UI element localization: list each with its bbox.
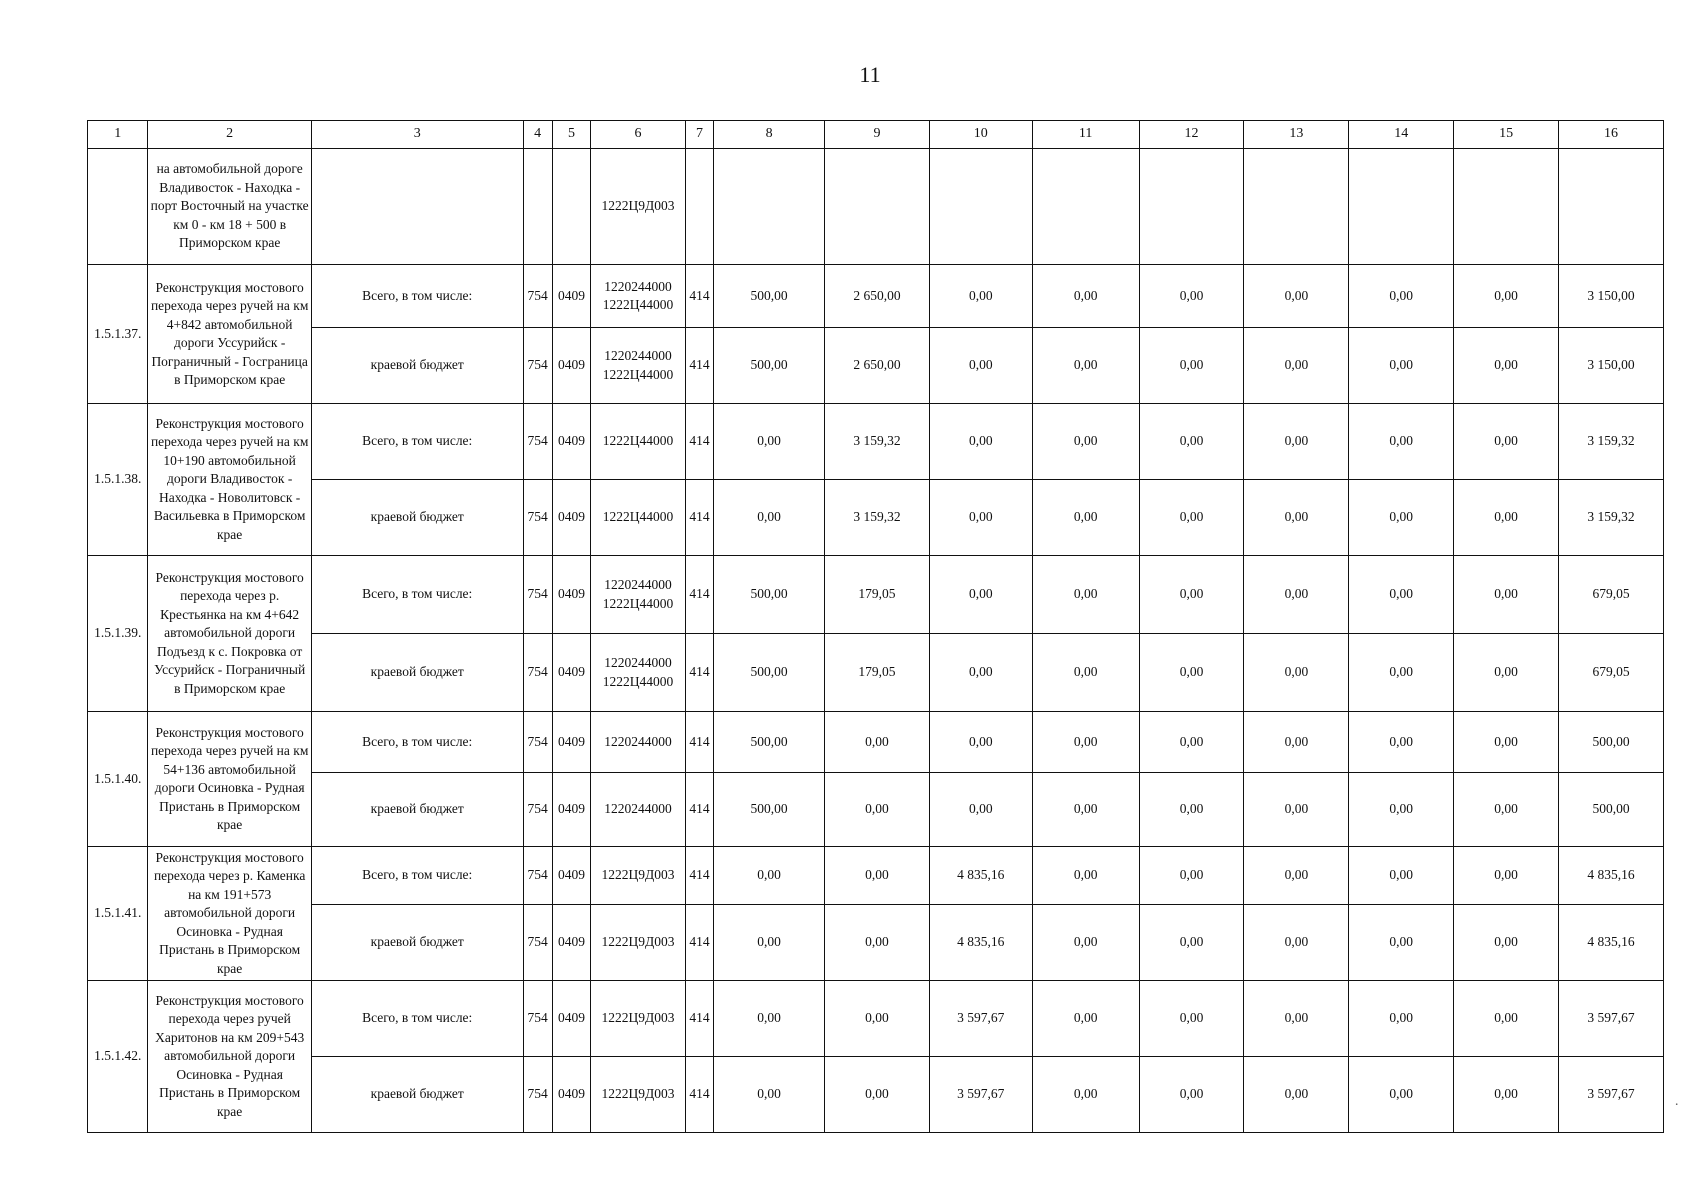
- column-header-14: 14: [1349, 121, 1454, 149]
- budget-code-line: 1222Ц44000: [602, 673, 674, 689]
- amount-cell: 0,00: [1032, 1057, 1139, 1133]
- amount-cell: 0,00: [1139, 556, 1244, 634]
- amount-cell: 0,00: [1454, 905, 1559, 981]
- amount-cell: 0,00: [825, 1057, 930, 1133]
- column-header-10: 10: [929, 121, 1032, 149]
- section-code: 0409: [552, 773, 590, 847]
- amount-cell: 0,00: [825, 981, 930, 1057]
- section-code: 0409: [552, 712, 590, 773]
- expense-type-code: 414: [685, 404, 713, 480]
- amount-cell: 0,00: [1349, 328, 1454, 404]
- row-description: Реконструкция мостового перехода через ручей Харитонов на км 209+543 автомобильной дороги Осиновка - Рудная Пристань в Приморском крае: [148, 981, 311, 1133]
- amount-cell: 0,00: [714, 480, 825, 556]
- amount-cell: 0,00: [1349, 712, 1454, 773]
- amount-cell: 0,00: [1349, 905, 1454, 981]
- amount-cell: 500,00: [714, 712, 825, 773]
- amount-cell: 4 835,16: [1559, 847, 1664, 905]
- amount-cell: 500,00: [714, 556, 825, 634]
- amount-cell: 0,00: [825, 773, 930, 847]
- budget-table: [87, 120, 1664, 1133]
- amount-cell: 0,00: [1454, 556, 1559, 634]
- column-header-6: 6: [591, 121, 686, 149]
- expense-type-code: 414: [685, 712, 713, 773]
- section-code: 0409: [552, 1057, 590, 1133]
- amount-cell: 500,00: [714, 773, 825, 847]
- budget-code-line: 1222Ц9Д003: [601, 1086, 675, 1102]
- amount-cell: 3 159,32: [825, 404, 930, 480]
- funding-source-label: краевой бюджет: [311, 905, 523, 981]
- funding-source-label: краевой бюджет: [311, 480, 523, 556]
- ministry-code: 754: [523, 773, 552, 847]
- amount-cell: 0,00: [1454, 480, 1559, 556]
- expense-type-code: 414: [685, 480, 713, 556]
- budget-code-line: 1222Ц44000: [602, 297, 674, 312]
- amount-cell: 679,05: [1559, 634, 1664, 712]
- section-code: 0409: [552, 556, 590, 634]
- amount-cell: 0,00: [1139, 1057, 1244, 1133]
- amount-cell: 0,00: [1244, 634, 1349, 712]
- ministry-code: 754: [523, 847, 552, 905]
- ministry-code: 754: [523, 905, 552, 981]
- amount-cell: 2 650,00: [825, 265, 930, 328]
- row-index: 1.5.1.38.: [88, 404, 148, 556]
- column-header-5: 5: [552, 121, 590, 149]
- column-header-4: 4: [523, 121, 552, 149]
- section-code: 0409: [552, 981, 590, 1057]
- ministry-code: 754: [523, 1057, 552, 1133]
- table-row-regional-budget: [88, 480, 1664, 556]
- expense-type-code: 414: [685, 556, 713, 634]
- amount-cell: 0,00: [825, 712, 930, 773]
- amount-cell: 0,00: [929, 773, 1032, 847]
- amount-cell: 0,00: [1454, 773, 1559, 847]
- amount-cell: 0,00: [1244, 773, 1349, 847]
- budget-code-line: 1222Ц44000: [602, 433, 674, 449]
- ministry-code: 754: [523, 556, 552, 634]
- amount-cell: 0,00: [1349, 265, 1454, 328]
- column-header-7: 7: [685, 121, 713, 149]
- budget-code: [591, 480, 686, 556]
- budget-code-line: 1220244000: [604, 801, 672, 817]
- funding-source-label: Всего, в том числе:: [311, 556, 523, 634]
- amount-cell: 0,00: [1349, 556, 1454, 634]
- amount-cell: 3 159,32: [825, 480, 930, 556]
- amount-cell: 0,00: [1139, 634, 1244, 712]
- section-code: 0409: [552, 905, 590, 981]
- amount-cell: 0,00: [825, 847, 930, 905]
- amount-cell: 3 150,00: [1559, 265, 1664, 328]
- funding-source-label: Всего, в том числе:: [311, 712, 523, 773]
- budget-code-line: 1220244000: [604, 348, 672, 363]
- budget-code-line: 1220244000: [604, 577, 672, 592]
- ministry-code: 754: [523, 265, 552, 328]
- amount-cell: 0,00: [1244, 981, 1349, 1057]
- amount-cell: 3 597,67: [929, 981, 1032, 1057]
- expense-type-code: 414: [685, 981, 713, 1057]
- amount-cell: 0,00: [1349, 1057, 1454, 1133]
- row-index: 1.5.1.37.: [88, 265, 148, 404]
- amount-cell: 0,00: [1454, 404, 1559, 480]
- ministry-code: 754: [523, 712, 552, 773]
- amount-cell: 3 597,67: [1559, 981, 1664, 1057]
- budget-code-line: 1220244000: [604, 278, 672, 294]
- amount-cell: 0,00: [1244, 328, 1349, 404]
- amount-cell: 0,00: [929, 328, 1032, 404]
- section-code: 0409: [552, 480, 590, 556]
- funding-source-label: краевой бюджет: [311, 328, 523, 404]
- amount-cell: 0,00: [1349, 847, 1454, 905]
- budget-code: [591, 1057, 686, 1133]
- row-description: Реконструкция мостового перехода через ручей на км 10+190 автомобильной дороги Владивосток - Находка - Новолитовск - Васильевка в Приморском крае: [148, 404, 311, 556]
- funding-source-label: Всего, в том числе:: [311, 981, 523, 1057]
- amount-cell: 0,00: [929, 556, 1032, 634]
- budget-code: [591, 265, 686, 328]
- table-row-total: [88, 404, 1664, 480]
- continuation-row: [88, 149, 1664, 265]
- margin-mark: ·: [1674, 1098, 1679, 1113]
- funding-source-label: Всего, в том числе:: [311, 404, 523, 480]
- row-description: Реконструкция мостового перехода через ручей на км 54+136 автомобильной дороги Осиновка - Рудная Пристань в Приморском крае: [148, 712, 311, 847]
- amount-cell: 0,00: [1244, 404, 1349, 480]
- amount-cell: 0,00: [1032, 773, 1139, 847]
- funding-source-label: Всего, в том числе:: [311, 265, 523, 328]
- budget-code: [591, 905, 686, 981]
- amount-cell: 500,00: [714, 265, 825, 328]
- amount-cell: 0,00: [1244, 1057, 1349, 1133]
- column-header-11: 11: [1032, 121, 1139, 149]
- table-row-total: [88, 847, 1664, 905]
- amount-cell: 0,00: [1349, 773, 1454, 847]
- amount-cell: 500,00: [714, 634, 825, 712]
- amount-cell: 0,00: [825, 905, 930, 981]
- amount-cell: 2 650,00: [825, 328, 930, 404]
- amount-cell: 0,00: [1454, 981, 1559, 1057]
- amount-cell: 0,00: [929, 480, 1032, 556]
- amount-cell: 0,00: [714, 847, 825, 905]
- row-description: Реконструкция мостового перехода через р. Каменка на км 191+573 автомобильной дороги Осиновка - Рудная Пристань в Приморском крае: [148, 847, 311, 981]
- section-code: 0409: [552, 847, 590, 905]
- amount-cell: 0,00: [1139, 265, 1244, 328]
- row-index: 1.5.1.42.: [88, 981, 148, 1133]
- amount-cell: 0,00: [1139, 905, 1244, 981]
- row-index: 1.5.1.41.: [88, 847, 148, 981]
- table-row-total: [88, 712, 1664, 773]
- row-description: Реконструкция мостового перехода через р. Крестьянка на км 4+642 автомобильной дороги Подъезд к с. Покровка от Уссурийск - Пограничный в Приморском крае: [148, 556, 311, 712]
- table-row-regional-budget: [88, 328, 1664, 404]
- amount-cell: 0,00: [1139, 773, 1244, 847]
- amount-cell: 0,00: [1244, 847, 1349, 905]
- amount-cell: 0,00: [1349, 981, 1454, 1057]
- amount-cell: 0,00: [1032, 981, 1139, 1057]
- budget-code-line: 1222Ц44000: [602, 366, 674, 382]
- amount-cell: 0,00: [714, 905, 825, 981]
- column-header-8: 8: [714, 121, 825, 149]
- table-row-total: [88, 556, 1664, 634]
- expense-type-code: 414: [685, 847, 713, 905]
- budget-code-line: 1222Ц9Д003: [601, 1010, 675, 1026]
- amount-cell: 0,00: [1454, 634, 1559, 712]
- budget-code: [591, 556, 686, 634]
- column-header-3: 3: [311, 121, 523, 149]
- table-row-regional-budget: [88, 905, 1664, 981]
- amount-cell: 0,00: [714, 404, 825, 480]
- amount-cell: 0,00: [1454, 1057, 1559, 1133]
- expense-type-code: 414: [685, 328, 713, 404]
- amount-cell: 0,00: [1032, 556, 1139, 634]
- row-description: на автомобильной дороге Владивосток - Находка - порт Восточный на участке км 0 - км 18 + 500 в Приморском крае: [148, 149, 311, 265]
- table-row-total: [88, 265, 1664, 328]
- amount-cell: 0,00: [714, 981, 825, 1057]
- amount-cell: 0,00: [1454, 328, 1559, 404]
- row-index: [88, 149, 148, 265]
- column-header-1: 1: [88, 121, 148, 149]
- amount-cell: 0,00: [1349, 480, 1454, 556]
- amount-cell: 0,00: [1139, 712, 1244, 773]
- table-row-regional-budget: [88, 773, 1664, 847]
- amount-cell: 0,00: [1032, 404, 1139, 480]
- header-row: [88, 121, 1664, 149]
- page-number: 11: [859, 62, 881, 87]
- funding-source-label: краевой бюджет: [311, 1057, 523, 1133]
- amount-cell: 0,00: [1032, 265, 1139, 328]
- budget-code: 1222Ц9Д003: [591, 149, 686, 265]
- amount-cell: 0,00: [1244, 480, 1349, 556]
- budget-code: [591, 404, 686, 480]
- row-index: 1.5.1.39.: [88, 556, 148, 712]
- table-row-total: [88, 981, 1664, 1057]
- amount-cell: 0,00: [1139, 847, 1244, 905]
- ministry-code: 754: [523, 328, 552, 404]
- ministry-code: 754: [523, 480, 552, 556]
- budget-code-line: 1222Ц44000: [602, 595, 674, 611]
- section-code: 0409: [552, 328, 590, 404]
- amount-cell: 3 597,67: [929, 1057, 1032, 1133]
- expense-type-code: 414: [685, 773, 713, 847]
- column-header-16: 16: [1559, 121, 1664, 149]
- table-row-regional-budget: [88, 1057, 1664, 1133]
- budget-code-line: 1220244000: [604, 655, 672, 670]
- budget-code: [591, 712, 686, 773]
- amount-cell: 0,00: [1454, 712, 1559, 773]
- column-header-9: 9: [825, 121, 930, 149]
- budget-code-line: 1222Ц9Д003: [601, 934, 675, 950]
- amount-cell: 679,05: [1559, 556, 1664, 634]
- amount-cell: 0,00: [1032, 847, 1139, 905]
- budget-code: [591, 634, 686, 712]
- funding-source-label: краевой бюджет: [311, 773, 523, 847]
- ministry-code: 754: [523, 981, 552, 1057]
- ministry-code: 754: [523, 634, 552, 712]
- column-header-12: 12: [1139, 121, 1244, 149]
- amount-cell: 500,00: [714, 328, 825, 404]
- section-code: 0409: [552, 404, 590, 480]
- ministry-code: 754: [523, 404, 552, 480]
- amount-cell: 0,00: [1244, 556, 1349, 634]
- table-row-regional-budget: [88, 634, 1664, 712]
- amount-cell: 0,00: [929, 265, 1032, 328]
- amount-cell: 0,00: [1244, 712, 1349, 773]
- amount-cell: 0,00: [1454, 847, 1559, 905]
- amount-cell: 3 150,00: [1559, 328, 1664, 404]
- expense-type-code: 414: [685, 265, 713, 328]
- amount-cell: 4 835,16: [1559, 905, 1664, 981]
- amount-cell: 179,05: [825, 556, 930, 634]
- expense-type-code: 414: [685, 905, 713, 981]
- budget-code-line: 1222Ц9Д003: [601, 867, 675, 883]
- expense-type-code: 414: [685, 1057, 713, 1133]
- amount-cell: 0,00: [1139, 480, 1244, 556]
- amount-cell: 0,00: [929, 634, 1032, 712]
- amount-cell: 0,00: [714, 1057, 825, 1133]
- amount-cell: 0,00: [1139, 328, 1244, 404]
- amount-cell: 0,00: [1032, 480, 1139, 556]
- column-header-2: 2: [148, 121, 311, 149]
- budget-code: [591, 847, 686, 905]
- amount-cell: 500,00: [1559, 773, 1664, 847]
- amount-cell: 0,00: [1244, 265, 1349, 328]
- amount-cell: 4 835,16: [929, 905, 1032, 981]
- expense-type-code: 414: [685, 634, 713, 712]
- amount-cell: 0,00: [1349, 634, 1454, 712]
- amount-cell: 0,00: [1032, 328, 1139, 404]
- budget-code-line: 1222Ц44000: [602, 509, 674, 525]
- amount-cell: 0,00: [1032, 905, 1139, 981]
- budget-code-line: 1220244000: [604, 733, 672, 749]
- funding-source-label: краевой бюджет: [311, 634, 523, 712]
- row-index: 1.5.1.40.: [88, 712, 148, 847]
- amount-cell: 3 159,32: [1559, 480, 1664, 556]
- budget-code: [591, 328, 686, 404]
- amount-cell: 0,00: [929, 404, 1032, 480]
- amount-cell: 0,00: [929, 712, 1032, 773]
- amount-cell: 0,00: [1454, 265, 1559, 328]
- column-header-13: 13: [1244, 121, 1349, 149]
- budget-code: [591, 773, 686, 847]
- amount-cell: 0,00: [1032, 634, 1139, 712]
- section-code: 0409: [552, 265, 590, 328]
- funding-source-label: Всего, в том числе:: [311, 847, 523, 905]
- budget-code: [591, 981, 686, 1057]
- amount-cell: 4 835,16: [929, 847, 1032, 905]
- amount-cell: 0,00: [1139, 404, 1244, 480]
- amount-cell: 3 159,32: [1559, 404, 1664, 480]
- amount-cell: 179,05: [825, 634, 930, 712]
- amount-cell: 0,00: [1139, 981, 1244, 1057]
- column-header-15: 15: [1454, 121, 1559, 149]
- section-code: 0409: [552, 634, 590, 712]
- row-description: Реконструкция мостового перехода через ручей на км 4+842 автомобильной дороги Уссурийск - Пограничный - Госграница в Приморском крае: [148, 265, 311, 404]
- amount-cell: 0,00: [1244, 905, 1349, 981]
- amount-cell: 500,00: [1559, 712, 1664, 773]
- amount-cell: 0,00: [1349, 404, 1454, 480]
- amount-cell: 3 597,67: [1559, 1057, 1664, 1133]
- amount-cell: 0,00: [1032, 712, 1139, 773]
